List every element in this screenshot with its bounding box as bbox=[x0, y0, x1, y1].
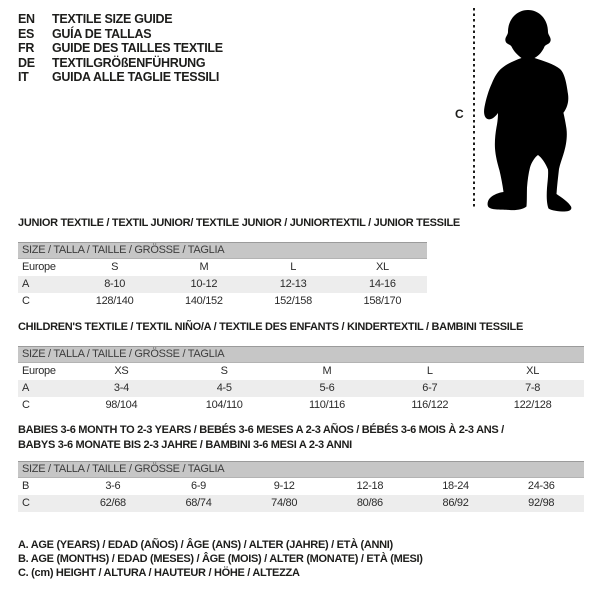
babies-textile-table bbox=[18, 423, 584, 512]
footnote-c: C. (cm) HEIGHT / ALTURA / HAUTEUR / HÖHE / ALTEZZA bbox=[18, 567, 300, 580]
table-row-c bbox=[18, 397, 584, 414]
footnote-a: A. AGE (YEARS) / EDAD (AÑOS) / ÂGE (ANS) / ALTER (JAHRE) / ETÀ (ANNI) bbox=[18, 539, 393, 551]
row-label: C bbox=[22, 497, 30, 509]
lang-row-it bbox=[18, 70, 223, 85]
cell: 110/116 bbox=[308, 399, 345, 411]
cell: L bbox=[290, 261, 297, 273]
cell: M bbox=[322, 365, 332, 377]
lang-row-fr bbox=[18, 41, 223, 56]
measure-c-label: C bbox=[455, 107, 464, 121]
cell: 8-10 bbox=[104, 278, 126, 290]
table-row-c bbox=[18, 495, 584, 512]
cell: 3-4 bbox=[113, 382, 129, 394]
lang-row-en bbox=[18, 12, 223, 27]
row-label: Europe bbox=[22, 261, 56, 273]
lang-code: ES bbox=[18, 26, 35, 41]
cell: 158/170 bbox=[363, 295, 402, 307]
cell: 152/158 bbox=[274, 295, 312, 307]
cell: 10-12 bbox=[190, 278, 218, 290]
table-row-a bbox=[18, 276, 427, 293]
table-row-a bbox=[18, 380, 584, 397]
cell: 116/122 bbox=[411, 399, 449, 411]
cell: 18-24 bbox=[442, 480, 469, 492]
footnote-b: B. AGE (MONTHS) / EDAD (MESES) / ÂGE (MOIS) / ALTER (MONATE) / ETÀ (MESI) bbox=[18, 553, 423, 566]
lang-title: TEXTILE SIZE GUIDE bbox=[52, 12, 173, 26]
childrens-textile-table bbox=[18, 320, 584, 414]
cell: 12-13 bbox=[279, 278, 307, 290]
row-label: C bbox=[22, 295, 30, 307]
size-header-bar: SIZE / TALLA / TAILLE / GRÖSSE / TAGLIA bbox=[18, 346, 584, 363]
table-title: BABIES 3-6 MONTH TO 2-3 YEARS / BEBÉS 3-6 MESES A 2-3 AÑOS / BÉBÉS 3-6 MOIS À 2-3 ANS / BABYS 3-6 MONATE BIS 2-3 JAHRE / BAMBINI 3-6 MESI A 2-3 ANNI bbox=[18, 424, 504, 451]
cell: 62/68 bbox=[99, 497, 126, 509]
lang-code: IT bbox=[18, 70, 29, 85]
cell: S bbox=[111, 261, 119, 273]
row-label: Europe bbox=[22, 365, 56, 377]
lang-title: TEXTILGRÖßENFÜHRUNG bbox=[52, 55, 206, 70]
size-header-bar: SIZE / TALLA / TAILLE / GRÖSSE / TAGLIA bbox=[18, 461, 584, 478]
cell: 92/98 bbox=[528, 497, 555, 509]
cell: 98/104 bbox=[105, 399, 138, 411]
cell: 68/74 bbox=[185, 497, 212, 509]
row-label: A bbox=[22, 278, 30, 290]
cell: 128/140 bbox=[95, 295, 134, 307]
lang-title: GUÍA DE TALLAS bbox=[52, 26, 152, 41]
cell: 4-5 bbox=[216, 382, 232, 394]
row-label: C bbox=[22, 399, 30, 411]
cell: 6-9 bbox=[191, 480, 206, 492]
baby-silhouette-icon bbox=[482, 8, 574, 214]
cell: 7-8 bbox=[525, 382, 541, 394]
cell: XS bbox=[114, 365, 129, 377]
cell: 12-18 bbox=[356, 480, 384, 492]
cell: 6-7 bbox=[422, 382, 438, 394]
lang-code: DE bbox=[18, 55, 35, 70]
cell: 80/86 bbox=[356, 497, 383, 509]
lang-title: GUIDA ALLE TAGLIE TESSILI bbox=[52, 70, 220, 85]
cell: S bbox=[220, 365, 228, 377]
cell: 5-6 bbox=[319, 382, 335, 394]
cell: 104/110 bbox=[205, 399, 243, 411]
lang-code: EN bbox=[18, 12, 35, 26]
lang-row-es bbox=[18, 27, 223, 42]
cell: 24-36 bbox=[527, 480, 555, 492]
cell: 74/80 bbox=[271, 497, 298, 509]
cell: 3-6 bbox=[105, 480, 121, 492]
cell: 122/128 bbox=[513, 399, 552, 411]
lang-row-de bbox=[18, 56, 223, 71]
lang-title: GUIDE DES TAILLES TEXTILE bbox=[52, 41, 223, 56]
row-label: B bbox=[22, 480, 30, 492]
cell: XL bbox=[375, 261, 389, 273]
cell: 14-16 bbox=[369, 278, 396, 290]
table-title: JUNIOR TEXTILE / TEXTIL JUNIOR/ TEXTILE JUNIOR / JUNIORTEXTIL / JUNIOR TESSILE bbox=[18, 217, 460, 229]
row-label: A bbox=[22, 382, 30, 394]
table-row-c bbox=[18, 293, 427, 310]
cell: XL bbox=[526, 365, 540, 377]
table-row-europe bbox=[18, 363, 584, 380]
cell: M bbox=[199, 261, 209, 273]
legend-footnotes bbox=[18, 538, 423, 581]
height-measure-dotted-line bbox=[473, 8, 475, 208]
table-title: CHILDREN'S TEXTILE / TEXTIL NIÑO/A / TEXTILE DES ENFANTS / KINDERTEXTIL / BAMBINI TESSILE bbox=[18, 321, 523, 333]
cell: 86/92 bbox=[442, 497, 469, 509]
cell: 9-12 bbox=[273, 480, 295, 492]
table-row-europe bbox=[18, 259, 427, 276]
table-row-b bbox=[18, 478, 584, 495]
size-header-bar: SIZE / TALLA / TAILLE / GRÖSSE / TAGLIA bbox=[18, 242, 427, 259]
cell: 140/152 bbox=[185, 295, 223, 307]
lang-code: FR bbox=[18, 41, 35, 56]
cell: L bbox=[426, 365, 433, 377]
junior-textile-table bbox=[18, 216, 460, 310]
language-header bbox=[18, 12, 223, 85]
